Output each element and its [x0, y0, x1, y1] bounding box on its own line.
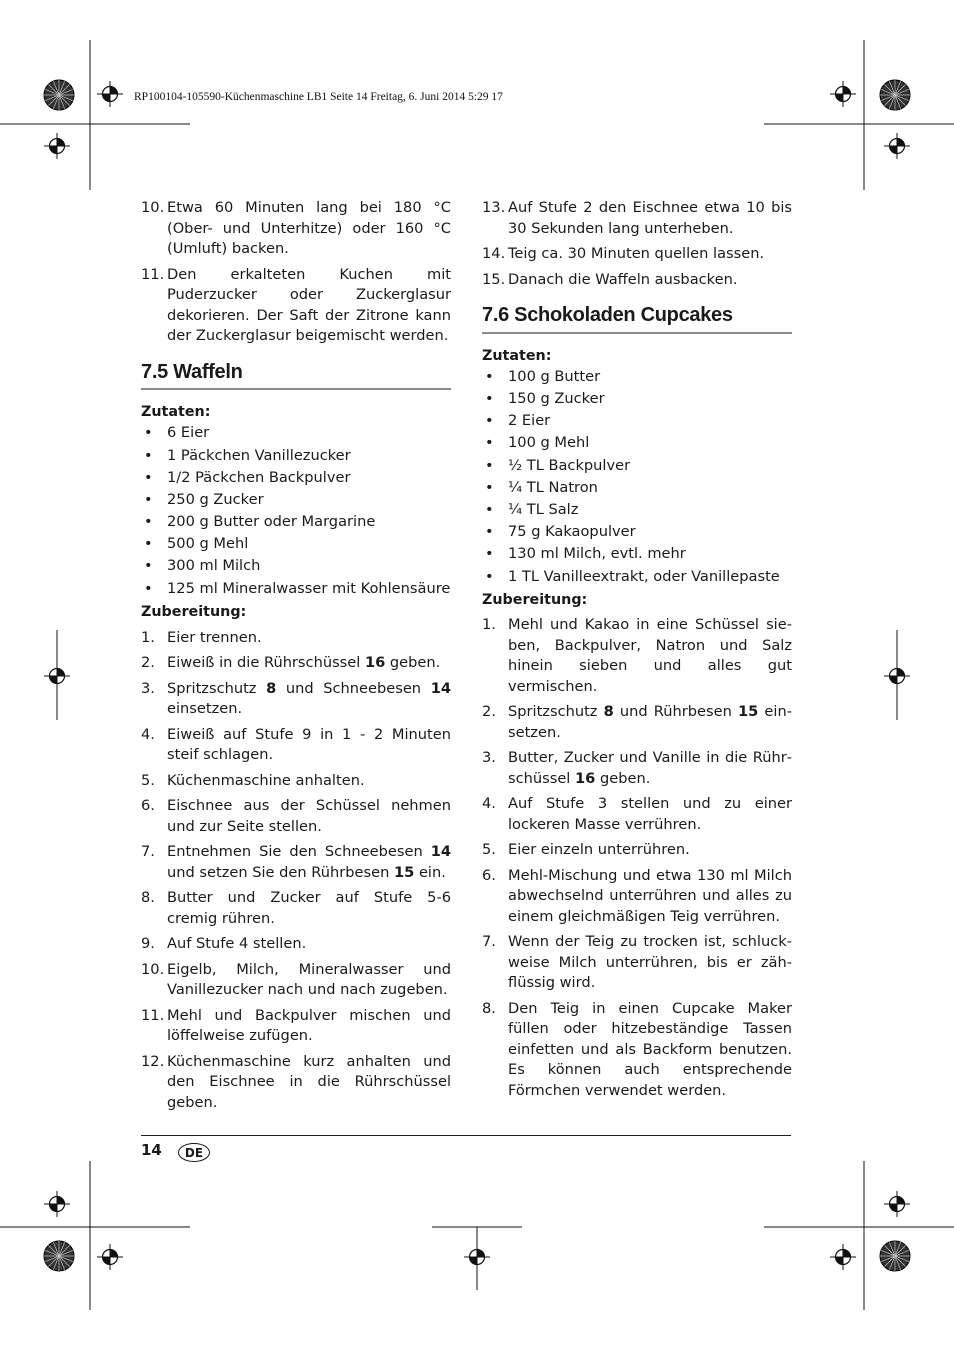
- step-item: 6. Eischnee aus der Schüssel nehmen und zur Seite stellen.: [141, 797, 451, 835]
- preparation-heading: Zubereitung:: [141, 604, 247, 620]
- registration-target-icon: [830, 81, 856, 107]
- step-item: 5. Eier einzeln unterrühren.: [482, 841, 690, 859]
- ingredient-item: • 100 g Mehl: [485, 434, 590, 452]
- step-item: 15. Danach die Waffeln ausbacken.: [482, 270, 738, 288]
- step-item: 4. Auf Stufe 3 stellen und zu einer lockeren Masse verrühren.: [482, 795, 792, 833]
- print-slug: RP100104-105590-Küchenmaschine LB1 Seite 14 Freitag, 6. Juni 2014 5:29 17: [134, 91, 503, 103]
- step-item: 3. Spritzschutz 8 und Schneebesen 14 einsetzen.: [141, 679, 451, 717]
- color-star-target-icon: [44, 1241, 74, 1271]
- ingredient-item: • ¼ TL Natron: [485, 478, 598, 496]
- step-item: 8. Den Teig in einen Cupcake Maker füllen oder hitzebeständige Tassen einfetten und als Backform benutzen. Es können auch entsprechende Förmchen verwendet werden.: [482, 999, 792, 1099]
- step-item: 14. Teig ca. 30 Minuten quellen lassen.: [482, 245, 765, 262]
- registration-target-icon: [97, 1244, 123, 1270]
- registration-target-icon: [830, 1244, 856, 1270]
- ingredient-item: • 250 g Zucker: [144, 490, 264, 508]
- crop-marks: [0, 40, 954, 1310]
- ingredients-heading: Zutaten:: [482, 347, 552, 364]
- ingredient-item: • 130 ml Milch, evtl. mehr: [485, 545, 686, 563]
- part-number: 15: [737, 703, 759, 721]
- language-badge: DE: [178, 1143, 210, 1162]
- color-star-target-icon: [880, 80, 910, 110]
- step-item: 5. Küchenmaschine anhalten.: [141, 771, 365, 789]
- step-item: 1. Mehl und Kakao in eine Schüssel sieben, Backpulver, Natron und Salz hinein sieben und alles gut vermischen.: [482, 616, 792, 695]
- part-number: 14: [430, 843, 451, 860]
- step-number: 11.: [141, 265, 165, 283]
- part-number: 15: [394, 863, 415, 881]
- step-item: 11. Mehl und Backpulver mischen und löffelweise zufügen.: [141, 1006, 451, 1044]
- ingredients-heading: Zutaten:: [141, 404, 211, 420]
- registration-target-icon: [97, 81, 123, 107]
- step-item: 4. Eiweiß auf Stufe 9 in 1 - 2 Minuten steif schlagen.: [141, 725, 451, 763]
- section-title-cupcakes: 7.6 Schokoladen Cupcakes: [482, 305, 792, 334]
- step-item: 2. Spritzschutz 8 und Rührbesen 15 einsetzen.: [482, 703, 792, 741]
- ingredient-item: • ½ TL Backpulver: [485, 456, 631, 474]
- step-item: 13. Auf Stufe 2 den Eischnee etwa 10 bis 30 Sekunden lang unterheben.: [482, 199, 792, 237]
- step-number: 10.: [141, 199, 165, 216]
- preparation-heading: Zubereitung:: [482, 591, 588, 608]
- ingredient-item: • 150 g Zucker: [485, 390, 605, 408]
- ingredient-item: • 200 g Butter oder Margarine: [144, 513, 376, 531]
- ingredient-item: • ¼ TL Salz: [485, 500, 579, 518]
- registration-target-icon: [44, 1191, 70, 1217]
- ingredient-item: • 75 g Kakaopulver: [485, 523, 636, 541]
- step-item: 7. Entnehmen Sie den Schneebesen 14 und setzen Sie den Rührbesen 15 ein.: [141, 843, 451, 881]
- step-item: 10. Eigelb, Milch, Mineralwasser und Vanillezucker nach und nach zugeben.: [141, 960, 451, 998]
- step-item: 6. Mehl-Mischung und etwa 130 ml Milch abwechselnd unterrühren und alles zu einem gleichmäßigen Teig verrühren.: [482, 866, 792, 925]
- ingredient-item: • 300 ml Milch: [144, 557, 261, 575]
- part-number: 16: [364, 654, 386, 671]
- ingredient-item: • 1 TL Vanilleextrakt, oder Vanillepaste: [485, 567, 780, 585]
- ingredient-item: • 500 g Mehl: [144, 535, 249, 553]
- part-number: 14: [430, 679, 451, 697]
- ingredient-item: • 1 Päckchen Vanillezucker: [144, 446, 351, 464]
- color-star-target-icon: [880, 1241, 910, 1271]
- part-number: 8: [603, 703, 614, 721]
- ingredient-item: • 2 Eier: [485, 412, 551, 430]
- ingredient-item: • 6 Eier: [144, 424, 210, 442]
- page-number: 14: [141, 1141, 162, 1159]
- step-item: 7. Wenn der Teig zu trocken ist, schluckweise Milch unterrühren, bis er zähflüssig wird.: [482, 933, 792, 992]
- part-number: 16: [575, 769, 596, 787]
- step-item: 12. Küchenmaschine kurz anhalten und den Eischnee in die Rührschüssel geben.: [141, 1052, 451, 1111]
- step-item: 2. Eiweiß in die Rührschüssel 16 geben.: [141, 654, 441, 671]
- step-item: 8. Butter und Zucker auf Stufe 5-6 cremig rühren.: [141, 889, 451, 927]
- color-star-target-icon: [44, 80, 74, 110]
- step-item: 3. Butter, Zucker und Vanille in die Rührschüssel 16 geben.: [482, 749, 792, 787]
- step-item: 1. Eier trennen.: [141, 628, 262, 646]
- step-text: Etwa 60 Minuten lang bei 180 °C (Ober- und Unterhitze) oder 160 °C (Umluft) backen.: [167, 199, 451, 257]
- step-text: Den erkalteten Kuchen mit Puderzucker oder Zuckerglasur dekorieren. Der Saft der Zitrone kann der Zuckerglasur beigemischt werden.: [167, 265, 451, 344]
- ingredient-item: • 1/2 Päckchen Backpulver: [144, 468, 351, 486]
- registration-target-icon: [884, 1191, 910, 1217]
- section-title-waffeln: 7.5 Waffeln: [141, 362, 451, 391]
- part-number: 8: [266, 679, 277, 697]
- ingredient-item: • 100 g Butter: [485, 367, 601, 385]
- step-item: 9. Auf Stufe 4 stellen.: [141, 935, 307, 952]
- ingredient-item: • 125 ml Mineralwasser mit Kohlensäure: [144, 579, 451, 597]
- registration-target-icon: [44, 133, 70, 159]
- registration-target-icon: [884, 133, 910, 159]
